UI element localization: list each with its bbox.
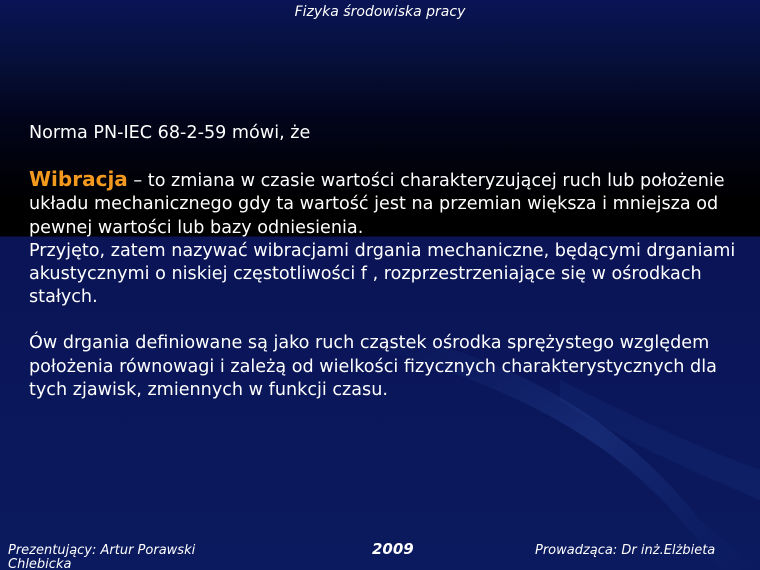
paragraph-three: Ów drgania definiowane są jako ruch cząstek ośrodka sprężystego względem położenia równowagi i zależą od wielkości fizycznych charakterystycznych dla tych zjawisk, zmiennych w funkcji czasu. bbox=[29, 333, 717, 400]
spacer bbox=[29, 309, 749, 332]
footer bbox=[0, 542, 760, 570]
footer-presenter: Prezentujący: Artur Porawski bbox=[8, 543, 196, 558]
footer-instructor-line1: Prowadząca: Dr inż.Elżbieta bbox=[535, 543, 716, 558]
header-title: Fizyka środowiska pracy bbox=[294, 4, 466, 20]
definition-paragraph bbox=[29, 168, 749, 240]
footer-year: 2009 bbox=[372, 540, 414, 558]
footer-instructor bbox=[535, 544, 715, 558]
definition-text: – to zmiana w czasie wartości charakteryzującej ruch lub położenie układu mechanicznego gdy ta wartość jest na przemian większa i mniejsza od pewnej wartości lub bazy odniesienia. bbox=[29, 171, 725, 238]
term-wibracja: Wibracja bbox=[29, 167, 128, 192]
spacer bbox=[29, 145, 749, 168]
footer-instructor-line2: Chlebicka bbox=[8, 557, 72, 570]
paragraph-two: Przyjęto, zatem nazywać wibracjami drgania mechaniczne, będącymi drganiami akustycznymi o niskiej częstotliwości f , rozprzestrzeniające się w ośrodkach stałych. bbox=[29, 240, 736, 308]
intro-text: Norma PN-IEC 68-2-59 mówi, że bbox=[29, 123, 311, 143]
slide-body bbox=[29, 122, 749, 402]
